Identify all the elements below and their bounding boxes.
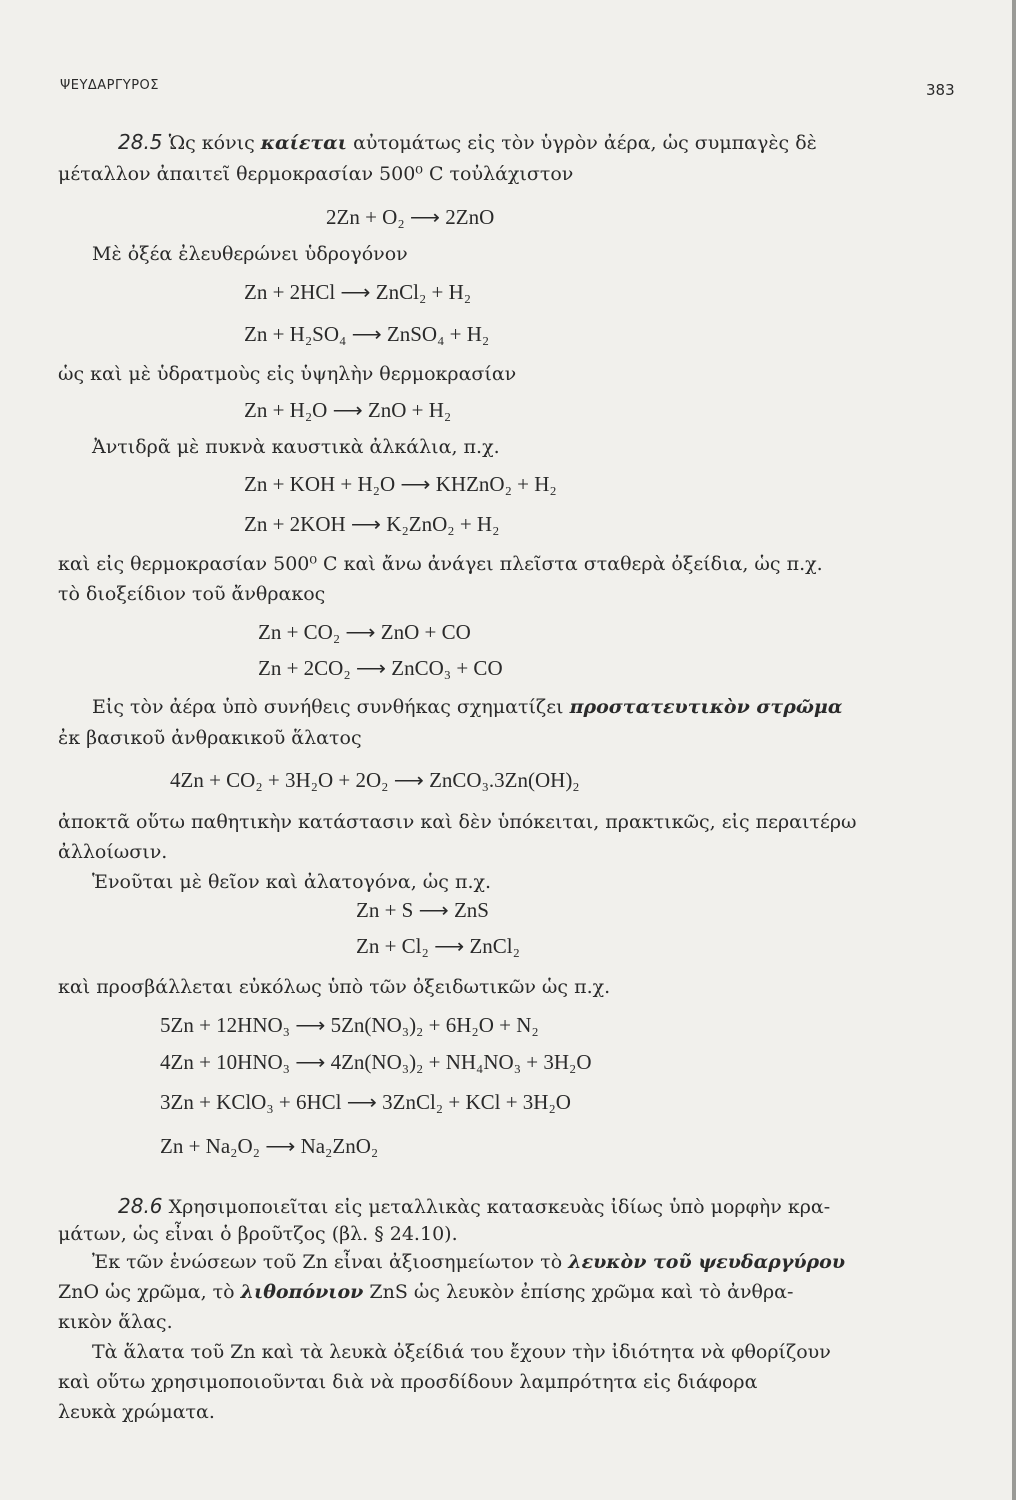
equation: Zn + CO₂ ⟶ ZnO + CO <box>258 620 471 644</box>
paragraph-line: τὸ διοξείδιον τοῦ ἄνθρακος <box>58 583 326 605</box>
emphasis-term: καίεται <box>260 132 348 154</box>
equation: Zn + H₂SO₄ ⟶ ZnSO₄ + H₂ <box>244 322 490 346</box>
equation: Zn + Na₂O₂ ⟶ Na₂ZnO₂ <box>160 1134 379 1158</box>
paragraph-line: λευκὰ χρώματα. <box>58 1401 215 1423</box>
emphasis-term: λιθοπόνιον <box>240 1281 364 1303</box>
running-header: ΨΕΥΔΑΡΓΥΡΟΣ <box>60 78 159 93</box>
section-28-6-first-line <box>118 1194 830 1219</box>
equation: Zn + 2HCl ⟶ ZnCl₂ + H₂ <box>244 280 472 304</box>
text-span: Εἰς τὸν ἀέρα ὑπὸ συνήθεις συνθήκας σχηματίζει <box>92 696 564 718</box>
section-number: 28.5 <box>118 130 163 154</box>
paragraph-line: Ἀντιδρᾶ μὲ πυκνὰ καυστικὰ ἀλκάλια, π.χ. <box>92 436 500 458</box>
paragraph-line: καὶ οὕτω χρησιμοποιοῦνται διὰ νὰ προσδίδουν λαμπρότητα εἰς διάφορα <box>58 1371 758 1393</box>
paragraph-line <box>92 695 842 719</box>
paragraph-line: ὡς καὶ μὲ ὑδρατμοὺς εἰς ὑψηλὴν θερμοκρασίαν <box>58 363 517 385</box>
emphasis-term: λευκὸν τοῦ ψευδαργύρου <box>568 1251 846 1273</box>
text-span: ZnS ὡς λευκὸν ἐπίσης χρῶμα καὶ τὸ ἀνθρα- <box>369 1281 794 1303</box>
emphasis-term: προστατευτικὸν στρῶμα <box>569 696 843 718</box>
text-span: αὐτομάτως εἰς τὸν ὑγρὸν ἀέρα, ὡς συμπαγὲς δὲ <box>353 132 817 154</box>
equation: 4Zn + 10HNO₃ ⟶ 4Zn(NO₃)₂ + NH₄NO₃ + 3H₂O <box>160 1050 592 1074</box>
equation: 3Zn + KClO₃ + 6HCl ⟶ 3ZnCl₂ + KCl + 3H₂O <box>160 1090 571 1114</box>
paragraph-line: μέταλλον ἀπαιτεῖ θερμοκρασίαν 500⁰ C τοὐλάχιστον <box>58 163 574 185</box>
section-number: 28.6 <box>118 1194 163 1218</box>
equation: Zn + Cl₂ ⟶ ZnCl₂ <box>356 934 520 958</box>
page-number: 383 <box>926 81 955 99</box>
paragraph-line: Μὲ ὀξέα ἐλευθερώνει ὑδρογόνον <box>92 243 408 265</box>
text-span: Χρησιμοποιεῖται εἰς μεταλλικὰς κατασκευὰς ἰδίως ὑπὸ μορφὴν κρα- <box>168 1196 831 1218</box>
text-span: ZnO ὡς χρῶμα, τὸ <box>58 1281 235 1303</box>
equation: Zn + H₂O ⟶ ZnO + H₂ <box>244 398 452 422</box>
paragraph-line <box>92 1250 845 1274</box>
paragraph-line: καὶ προσβάλλεται εὐκόλως ὑπὸ τῶν ὀξειδωτικῶν ὡς π.χ. <box>58 976 611 998</box>
equation: 2Zn + O₂ ⟶ 2ZnO <box>326 205 495 229</box>
equation: 4Zn + CO₂ + 3H₂O + 2O₂ ⟶ ZnCO₃.3Zn(OH)₂ <box>170 768 580 792</box>
equation: 5Zn + 12HNO₃ ⟶ 5Zn(NO₃)₂ + 6H₂O + N₂ <box>160 1013 539 1037</box>
text-span: Ἐκ τῶν ἑνώσεων τοῦ Zn εἶναι ἀξιοσημείωτον τὸ <box>92 1251 563 1273</box>
equation: Zn + S ⟶ ZnS <box>356 898 489 922</box>
section-28-5-first-line <box>118 130 817 155</box>
paragraph-line: καὶ εἰς θερμοκρασίαν 500⁰ C καὶ ἄνω ἀνάγει πλεῖστα σταθερὰ ὀξείδια, ὡς π.χ. <box>58 553 823 575</box>
paragraph-line: κικὸν ἅλας. <box>58 1311 173 1333</box>
equation: Zn + 2CO₂ ⟶ ZnCO₃ + CO <box>258 656 503 680</box>
equation: Zn + 2KOH ⟶ K₂ZnO₂ + H₂ <box>244 512 500 536</box>
paragraph-line: ἐκ βασικοῦ ἀνθρακικοῦ ἅλατος <box>58 727 362 749</box>
paragraph-line: Ἑνοῦται μὲ θεῖον καὶ ἀλατογόνα, ὡς π.χ. <box>92 871 492 893</box>
paragraph-line: μάτων, ὡς εἶναι ὁ βροῦτζος (βλ. § 24.10). <box>58 1223 458 1245</box>
paragraph-line: ἀποκτᾶ οὕτω παθητικὴν κατάστασιν καὶ δὲν ὑπόκειται, πρακτικῶς, εἰς περαιτέρω <box>58 811 857 833</box>
paragraph-line <box>58 1280 793 1304</box>
text-span: Ὡς κόνις <box>168 132 255 154</box>
equation: Zn + KOH + H₂O ⟶ KHZnO₂ + H₂ <box>244 472 557 496</box>
paragraph-line: ἀλλοίωσιν. <box>58 841 168 863</box>
page-edge-shadow <box>1012 0 1016 1500</box>
paragraph-line: Τὰ ἅλατα τοῦ Zn καὶ τὰ λευκὰ ὀξείδιά του ἔχουν τὴν ἰδιότητα νὰ φθορίζουν <box>92 1341 831 1363</box>
